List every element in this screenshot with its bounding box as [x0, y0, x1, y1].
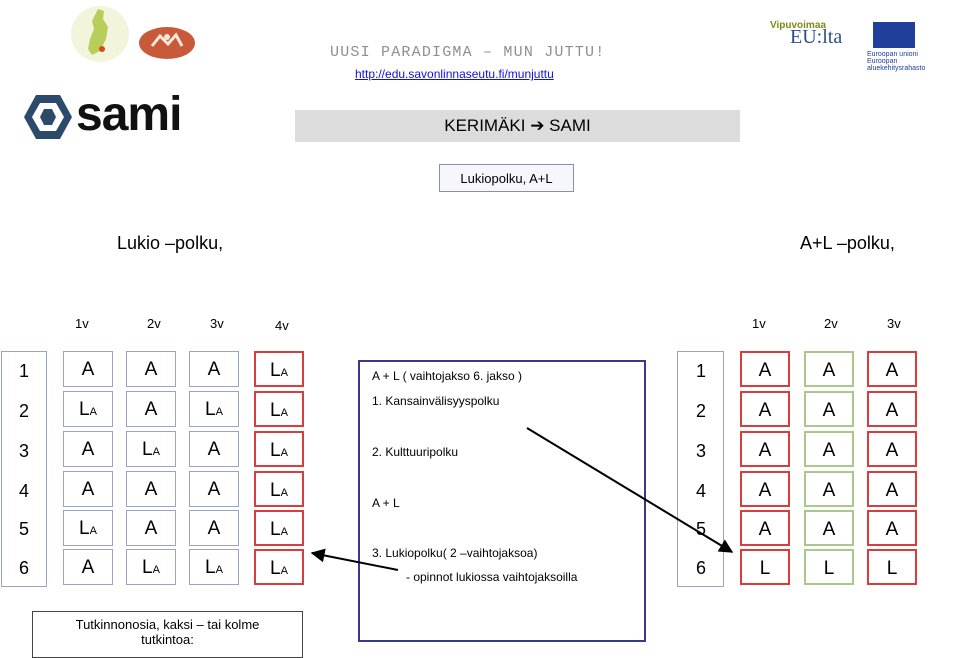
lukio-cell-r1-c1: A [63, 351, 113, 387]
right-row-5: 5 [695, 519, 706, 539]
left-row-5: 5 [18, 519, 29, 539]
lukio-cell-r2-c4: LA [254, 391, 304, 427]
left-year-2: 2v [147, 316, 161, 331]
left-row-6: 6 [18, 558, 29, 578]
al-cell-r1-c3: A [867, 351, 917, 387]
left-row-4: 4 [18, 481, 29, 501]
right-row-4: 4 [695, 481, 706, 501]
lukio-cell-r3-c4: LA [254, 431, 304, 467]
al-cell-r4-c1: A [740, 471, 790, 507]
al-cell-r6-c1: L [740, 549, 790, 585]
al-cell-r3-c2: A [804, 431, 854, 467]
tutkinnonosia-box [32, 611, 303, 658]
lukio-cell-r6-c3: LA [189, 549, 239, 585]
arrow-to-lukio-column4 [312, 553, 398, 570]
lukio-cell-r4-c1: A [63, 471, 113, 507]
al-cell-r3-c1: A [740, 431, 790, 467]
right-row-2: 2 [695, 401, 706, 421]
lukio-cell-r5-c4: LA [254, 510, 304, 546]
al-cell-r6-c2: L [804, 549, 854, 585]
lukio-cell-r4-c3: A [189, 471, 239, 507]
right-row-3: 3 [695, 441, 706, 461]
right-row-6: 6 [695, 558, 706, 578]
footer-line-1: Tutkinnonosia, kaksi – tai kolme [75, 617, 260, 632]
al-cell-r3-c3: A [867, 431, 917, 467]
lukio-cell-r1-c4: LA [254, 351, 304, 387]
sami-logo-text: sami [76, 88, 182, 141]
lukio-cell-r3-c3: A [189, 431, 239, 467]
info-line-5: 3. Lukiopolku( 2 –vaihtojaksoa) [372, 546, 538, 560]
eu-caption: Euroopan unioni Euroopan aluekehitysrahasto [867, 51, 926, 72]
lukio-cell-r6-c1: A [63, 549, 113, 585]
al-cell-r2-c3: A [867, 391, 917, 427]
lukio-cell-r4-c2: A [126, 471, 176, 507]
al-cell-r4-c3: A [867, 471, 917, 507]
route-banner: KERIMÄKI ➔ SAMI [295, 110, 740, 142]
left-year-1: 1v [75, 316, 89, 331]
info-line-4: A + L [372, 496, 400, 510]
left-year-3: 3v [210, 316, 224, 331]
left-row-3: 3 [18, 441, 29, 461]
lukio-cell-r5-c2: A [126, 510, 176, 546]
al-cell-r1-c2: A [804, 351, 854, 387]
left-year-4: 4v [275, 318, 289, 333]
arrow-to-al-row6 [527, 428, 732, 552]
right-year-1: 1v [752, 316, 766, 331]
al-cell-r2-c2: A [804, 391, 854, 427]
lukio-cell-r2-c1: LA [63, 391, 113, 427]
lukio-cell-r3-c1: A [63, 431, 113, 467]
lukio-cell-r1-c3: A [189, 351, 239, 387]
lukio-cell-r6-c2: LA [126, 549, 176, 585]
al-cell-r6-c3: L [867, 549, 917, 585]
lukio-cell-r5-c1: LA [63, 510, 113, 546]
eulta-text: EU:lta [790, 26, 843, 48]
left-heading: Lukio –polku, [117, 233, 224, 253]
al-cell-r5-c3: A [867, 510, 917, 546]
al-cell-r2-c1: A [740, 391, 790, 427]
lukio-cell-r4-c4: LA [254, 471, 304, 507]
lukio-cell-r6-c4: LA [254, 549, 304, 585]
al-cell-r5-c1: A [740, 510, 790, 546]
left-row-1: 1 [18, 361, 29, 381]
left-row-2: 2 [18, 401, 29, 421]
lukio-cell-r3-c2: LA [126, 431, 176, 467]
lukio-cell-r2-c2: A [126, 391, 176, 427]
info-line-3: 2. Kulttuuripolku [372, 445, 459, 459]
vipuvoimaa-text: Vipuvoimaa [770, 20, 826, 31]
lukio-cell-r1-c2: A [126, 351, 176, 387]
al-cell-r5-c2: A [804, 510, 854, 546]
info-line-1: A + L ( vaihtojakso 6. jakso ) [372, 369, 522, 383]
footer-line-2: tutkintoa: [141, 632, 194, 647]
info-line-6: - opinnot lukiossa vaihtojaksoilla [406, 570, 578, 584]
lukio-cell-r5-c3: A [189, 510, 239, 546]
info-line-2: 1. Kansainvälisyyspolku [372, 394, 500, 408]
right-heading: A+L –polku, [800, 233, 895, 253]
project-link[interactable]: http://edu.savonlinnaseutu.fi/munjuttu [355, 67, 554, 81]
al-cell-r1-c1: A [740, 351, 790, 387]
right-row-1: 1 [695, 361, 706, 381]
right-year-2: 2v [824, 316, 838, 331]
path-label-box: Lukiopolku, A+L [439, 164, 574, 192]
page-title: UUSI PARADIGMA – MUN JUTTU! [330, 44, 606, 61]
al-cell-r4-c2: A [804, 471, 854, 507]
lukio-cell-r2-c3: LA [189, 391, 239, 427]
right-year-3: 3v [887, 316, 901, 331]
